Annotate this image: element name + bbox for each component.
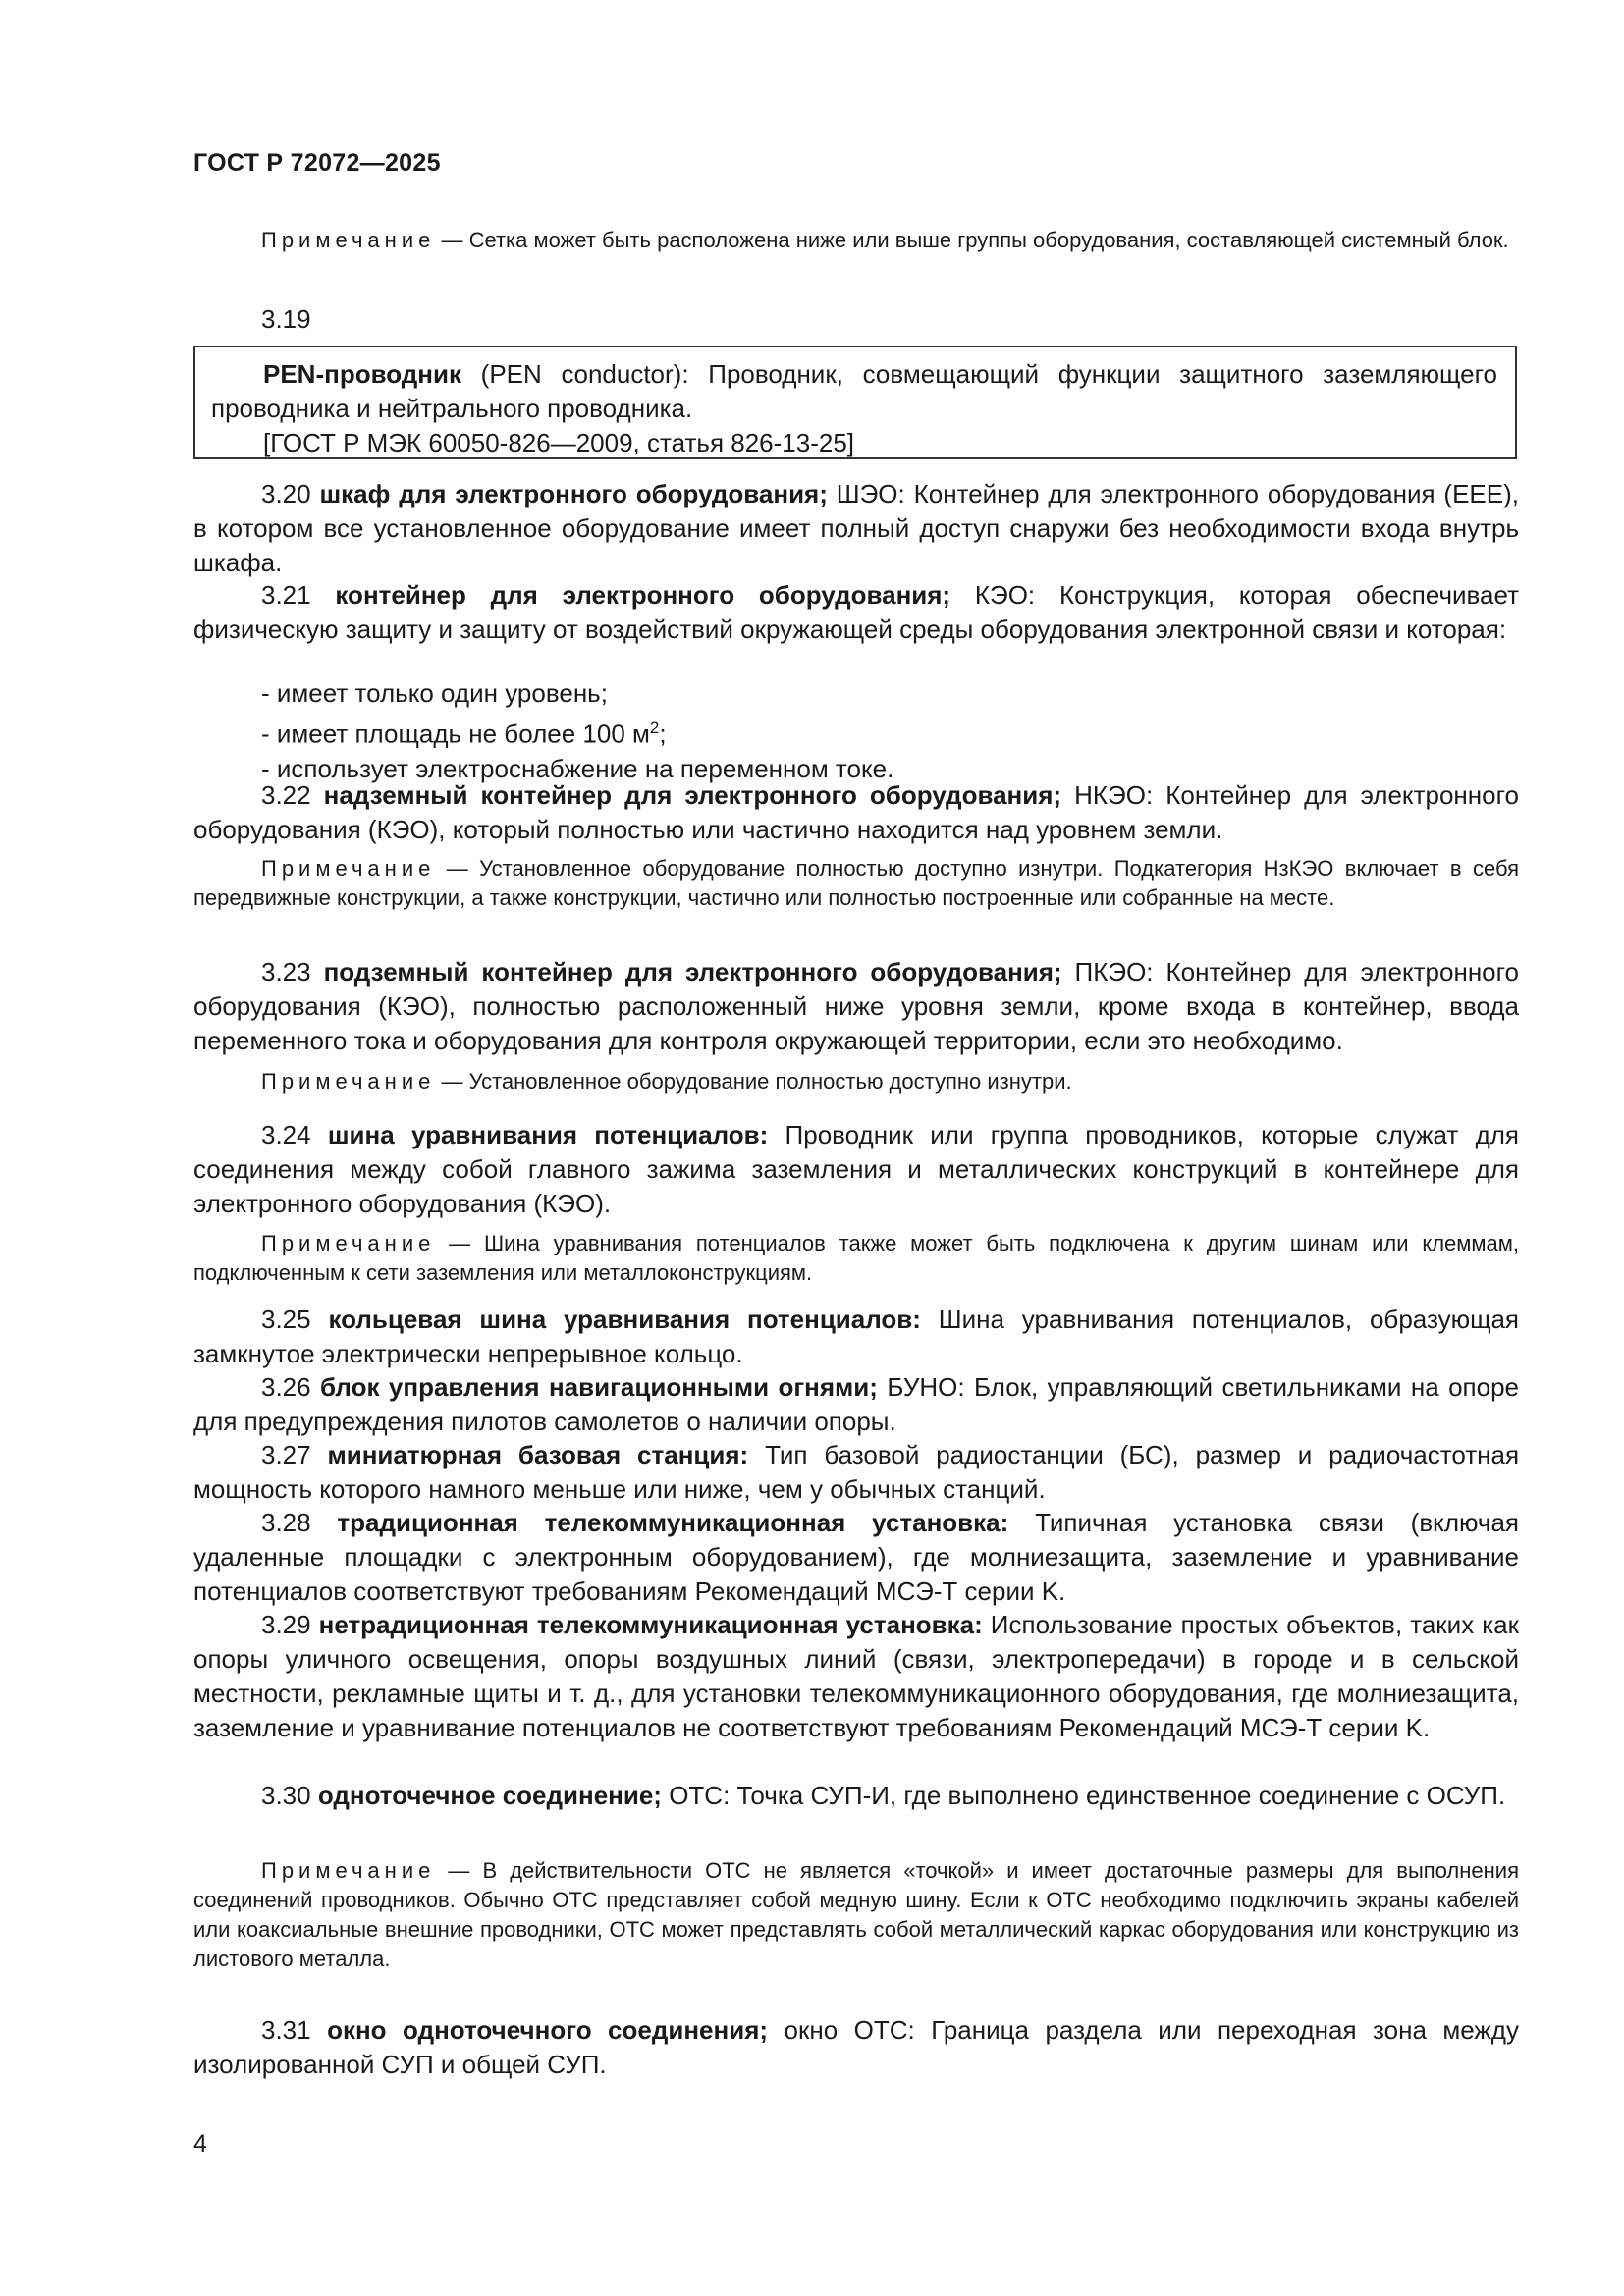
term-323: подземный контейнер для электронного оборудования; bbox=[323, 957, 1062, 987]
section-331 bbox=[193, 2013, 1519, 2082]
note-text: — В действительности ОТС не является «точкой» и имеет достаточные размеры для выполнения соединений проводников. Обычно ОТС представляет собой медную шину. Если к ОТС необходимо подключить экраны кабелей или коаксиальные внешние проводники, ОТС может представлять собой металлический каркас оборудования или конструкцию из листового металла. bbox=[193, 1858, 1519, 1971]
section-320 bbox=[193, 477, 1519, 580]
note-label: Примечание bbox=[261, 856, 436, 881]
term-324: шина уравнивания потенциалов: bbox=[327, 1120, 769, 1149]
section-330 bbox=[193, 1779, 1519, 1813]
abbr-331: окно ОТС: bbox=[768, 2015, 932, 2045]
abbr-321: КЭО: bbox=[950, 580, 1059, 610]
term-en-319: (PEN conductor): bbox=[460, 359, 709, 389]
note-324 bbox=[193, 1229, 1519, 1288]
text-331: Граница раздела или переходная зона между изолированной СУП и общей СУП. bbox=[193, 2015, 1519, 2079]
number-328: 3.28 bbox=[261, 1508, 338, 1537]
number-327: 3.27 bbox=[261, 1440, 328, 1469]
note-label: Примечание bbox=[261, 1231, 436, 1255]
section-325 bbox=[193, 1303, 1519, 1371]
text-324: Проводник или группа проводников, которые служат для соединения между собой главного зажима заземления и металлических конструкций в контейнере для электронного оборудования (КЭО). bbox=[193, 1120, 1519, 1218]
text-326: Блок, управляющий светильниками на опоре для предупреждения пилотов самолетов о наличии опоры. bbox=[193, 1372, 1519, 1436]
note-330 bbox=[193, 1856, 1519, 1974]
number-321: 3.21 bbox=[261, 580, 336, 610]
number-320: 3.20 bbox=[261, 479, 320, 508]
number-326: 3.26 bbox=[261, 1372, 321, 1402]
number-329: 3.29 bbox=[261, 1610, 319, 1639]
note-text: — Установленное оборудование полностью доступно изнутри. bbox=[435, 1069, 1072, 1094]
number-331: 3.31 bbox=[261, 2015, 328, 2045]
text-320: Контейнер для электронного оборудования (EEE), в котором все установленное оборудование имеет полный доступ снаружи без необходимости входа внутрь шкафа. bbox=[193, 479, 1519, 577]
term-326: блок управления навигационными огнями; bbox=[320, 1372, 878, 1402]
abbr-323: ПКЭО: bbox=[1061, 957, 1166, 987]
term-325: кольцевая шина уравнивания потенциалов: bbox=[328, 1305, 921, 1334]
term-321: контейнер для электронного оборудования; bbox=[335, 580, 951, 610]
text-328: Типичная установка связи (включая удаленные площадки с электронным оборудованием), где молниезащита, заземление и уравнивание потенциалов соответствуют требованиям Рекомендаций МСЭ-Т серии K. bbox=[193, 1508, 1519, 1606]
abbr-326: БУНО: bbox=[877, 1372, 974, 1402]
abbr-322: НКЭО: bbox=[1061, 780, 1166, 810]
abbr-330: ОТС: bbox=[661, 1781, 737, 1810]
number-325: 3.25 bbox=[261, 1305, 329, 1334]
page-number: 4 bbox=[193, 2130, 207, 2158]
text-327: Тип базовой радиостанции (БС), размер и радиочастотная мощность которого намного меньше или ниже, чем у обычных станций. bbox=[193, 1440, 1520, 1504]
note-label: Примечание bbox=[261, 1069, 436, 1094]
section-329 bbox=[193, 1608, 1519, 1745]
term-331: окно одноточечного соединения; bbox=[327, 2015, 769, 2045]
list-item: - имеет только один уровень; bbox=[261, 678, 608, 708]
term-320: шкаф для электронного оборудования; bbox=[319, 479, 828, 508]
list-item: - имеет площадь не более 100 $м^2$; bbox=[261, 719, 667, 749]
note-top bbox=[193, 226, 1519, 255]
section-321 bbox=[193, 578, 1519, 647]
section-324 bbox=[193, 1118, 1519, 1221]
note-323 bbox=[193, 1067, 1519, 1096]
note-label: Примечание bbox=[261, 228, 436, 252]
term-328: традиционная телекоммуникационная установка: bbox=[337, 1508, 1009, 1537]
section-328 bbox=[193, 1506, 1519, 1609]
number-330: 3.30 bbox=[261, 1781, 318, 1810]
text-323: Контейнер для электронного оборудования (КЭО), полностью расположенный ниже уровня земли, кроме входа в контейнер, ввода переменного тока и оборудования для контроля окружающей территории, если это необходимо. bbox=[193, 957, 1520, 1055]
definition-box-319 bbox=[193, 346, 1517, 459]
document-header: ГОСТ Р 72072—2025 bbox=[193, 149, 441, 177]
section-326 bbox=[193, 1370, 1519, 1439]
note-label: Примечание bbox=[261, 1858, 436, 1883]
section-number-319: 3.19 bbox=[261, 304, 311, 334]
term-327: миниатюрная базовая станция: bbox=[327, 1440, 749, 1469]
number-324: 3.24 bbox=[261, 1120, 328, 1149]
text-325: Шина уравнивания потенциалов, образующая замкнутое электрически непрерывное кольцо. bbox=[193, 1305, 1520, 1368]
term-322: надземный контейнер для электронного оборудования; bbox=[323, 780, 1062, 810]
note-text: — Установленное оборудование полностью доступно изнутри. Подкатегория НзКЭО включает в себя передвижные конструкции, а также конструкции, частично или полностью построенные или собранные на месте. bbox=[193, 856, 1519, 910]
term-319: PEN-проводник bbox=[263, 359, 461, 389]
number-323: 3.23 bbox=[261, 957, 324, 987]
term-330: одноточечное соединение; bbox=[317, 1781, 662, 1810]
number-322: 3.22 bbox=[261, 780, 324, 810]
text-329: Использование простых объектов, таких как опоры уличного освещения, опоры воздушных линий (связи, электропередачи) в городе и в сельской местности, рекламные щиты и т. д., для установки телекоммуникационного оборудования, где молниезащита, заземление и уравнивание потенциалов не соответствуют требованиям Рекомендаций МСЭ-Т серии K. bbox=[193, 1610, 1519, 1742]
abbr-320: ШЭО: bbox=[827, 479, 914, 508]
source-319: [ГОСТ Р МЭК 60050-826—2009, статья 826-13-25] bbox=[263, 428, 855, 457]
list-321 bbox=[193, 676, 1519, 786]
definition-319: Проводник, совмещающий функции защитного заземляющего проводника и нейтрального проводника. bbox=[211, 359, 1497, 423]
note-text: — Сетка может быть расположена ниже или выше группы оборудования, составляющей системный блок. bbox=[435, 228, 1509, 252]
note-322 bbox=[193, 854, 1519, 913]
section-323 bbox=[193, 955, 1519, 1058]
term-329: нетрадиционная телекоммуникационная установка: bbox=[318, 1610, 983, 1639]
text-321: Конструкция, которая обеспечивает физическую защиту и защиту от воздействий окружающей среды оборудования электронной связи и которая: bbox=[193, 580, 1520, 644]
note-text: — Шина уравнивания потенциалов также может быть подключена к другим шинам или клеммам, подключенным к сети заземления или металлоконструкциям. bbox=[193, 1231, 1519, 1285]
section-322 bbox=[193, 778, 1519, 847]
list-item: - использует электроснабжение на переменном токе. bbox=[261, 753, 894, 783]
section-327 bbox=[193, 1438, 1519, 1507]
text-322: Контейнер для электронного оборудования (КЭО), который полностью или частично находится над уровнем земли. bbox=[193, 780, 1519, 844]
text-330: Точка СУП-И, где выполнено единственное соединение с ОСУП. bbox=[736, 1781, 1506, 1810]
